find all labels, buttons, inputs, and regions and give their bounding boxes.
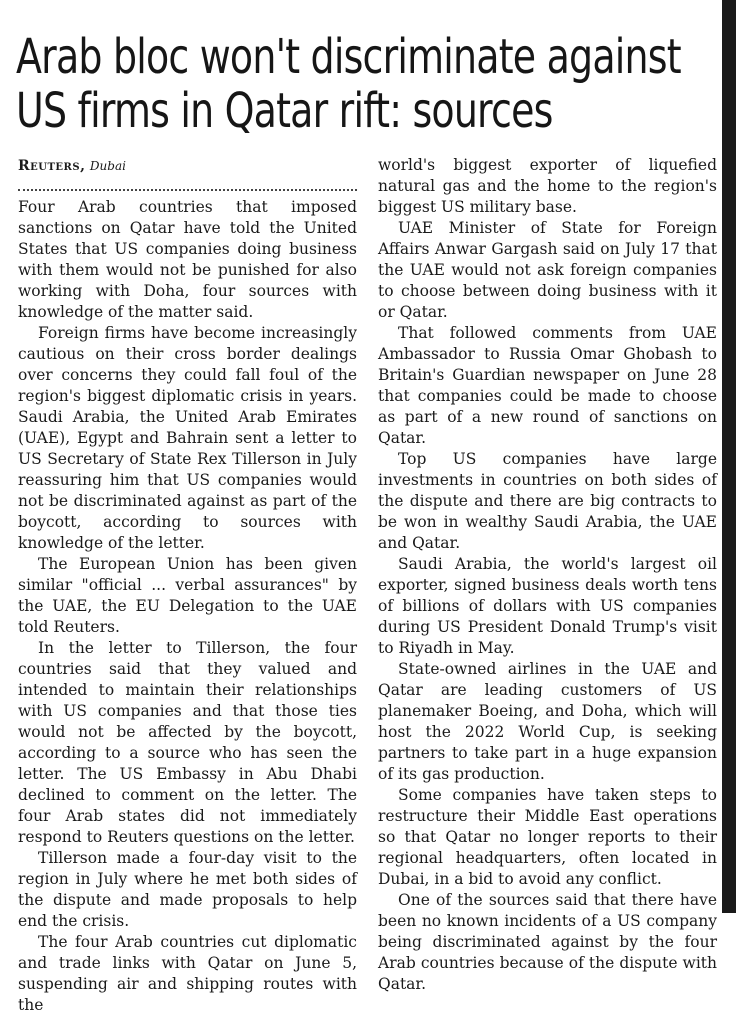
byline	[18, 155, 357, 177]
headline-line-2: US firms in Qatar rift: sources	[16, 83, 553, 139]
headline-line-1: Arab bloc won't discriminate against	[16, 29, 681, 85]
byline-agency: Reuters,	[18, 158, 86, 174]
paragraph: State-owned airlines in the UAE and Qatar are leading customers of US planemaker Boeing, and Doha, which will host the 2022 World Cup, is seeking partners to take part in a huge expansion of its gas production.	[378, 660, 717, 783]
column-left	[18, 155, 357, 1016]
paragraph: The four Arab countries cut diplomatic and trade links with Qatar on June 5, suspending air and shipping routes with the	[18, 933, 357, 1014]
paragraph: Some companies have taken steps to restructure their Middle East operations so that Qatar no longer reports to their regional headquarters, often located in Dubai, in a bid to avoid any conflict.	[378, 786, 717, 888]
paragraph-continued: world's biggest exporter of liquefied natural gas and the home to the region's biggest US military base.	[378, 156, 717, 216]
page-edge-shadow	[722, 0, 736, 913]
paragraph: Top US companies have large investments in countries on both sides of the dispute and there are big contracts to be won in wealthy Saudi Arabia, the UAE and Qatar.	[378, 450, 717, 552]
byline-place: Dubai	[89, 159, 126, 173]
paragraph: Foreign firms have become increasingly cautious on their cross border dealings over concerns they could fall foul of the region's biggest diplomatic crisis in years. Saudi Arabia, the United Arab Emirates (UAE), Egypt and Bahrain sent a letter to US Secretary of State Rex Tillerson in July reassuring him that US companies would not be discriminated against as part of the boycott, according to sources with knowledge of the letter.	[18, 324, 357, 552]
column-right	[378, 155, 717, 995]
paragraph: Saudi Arabia, the world's largest oil exporter, signed business deals worth tens of billions of dollars with US companies during US President Donald Trump's visit to Riyadh in May.	[378, 555, 717, 657]
paragraph: UAE Minister of State for Foreign Affairs Anwar Gargash said on July 17 that the UAE would not ask foreign companies to choose between doing business with it or Qatar.	[378, 219, 717, 321]
paragraph: One of the sources said that there have been no known incidents of a US company being discriminated against by the four Arab countries because of the dispute with Qatar.	[378, 891, 717, 993]
paragraph: Four Arab countries that imposed sanctions on Qatar have told the United States that US companies doing business with them would not be punished for also working with Doha, four sources with knowledge of the matter said.	[18, 198, 357, 321]
paragraph: That followed comments from UAE Ambassador to Russia Omar Ghobash to Britain's Guardian newspaper on June 28 that companies could be made to choose as part of a new round of sanctions on Qatar.	[378, 324, 717, 447]
paragraph: Tillerson made a four-day visit to the region in July where he met both sides of the dispute and made proposals to help end the crisis.	[18, 849, 357, 930]
headline	[16, 29, 681, 139]
paragraph: The European Union has been given similar "official ... verbal assurances" by the UAE, the EU Delegation to the UAE told Reuters.	[18, 555, 357, 636]
paragraph: In the letter to Tillerson, the four countries said that they valued and intended to maintain their relationships with US companies and that those ties would not be affected by the boycott, according to a source who has seen the letter. The US Embassy in Abu Dhabi declined to comment on the letter. The four Arab states did not immediately respond to Reuters questions on the letter.	[18, 639, 357, 846]
dotted-rule	[18, 179, 357, 191]
